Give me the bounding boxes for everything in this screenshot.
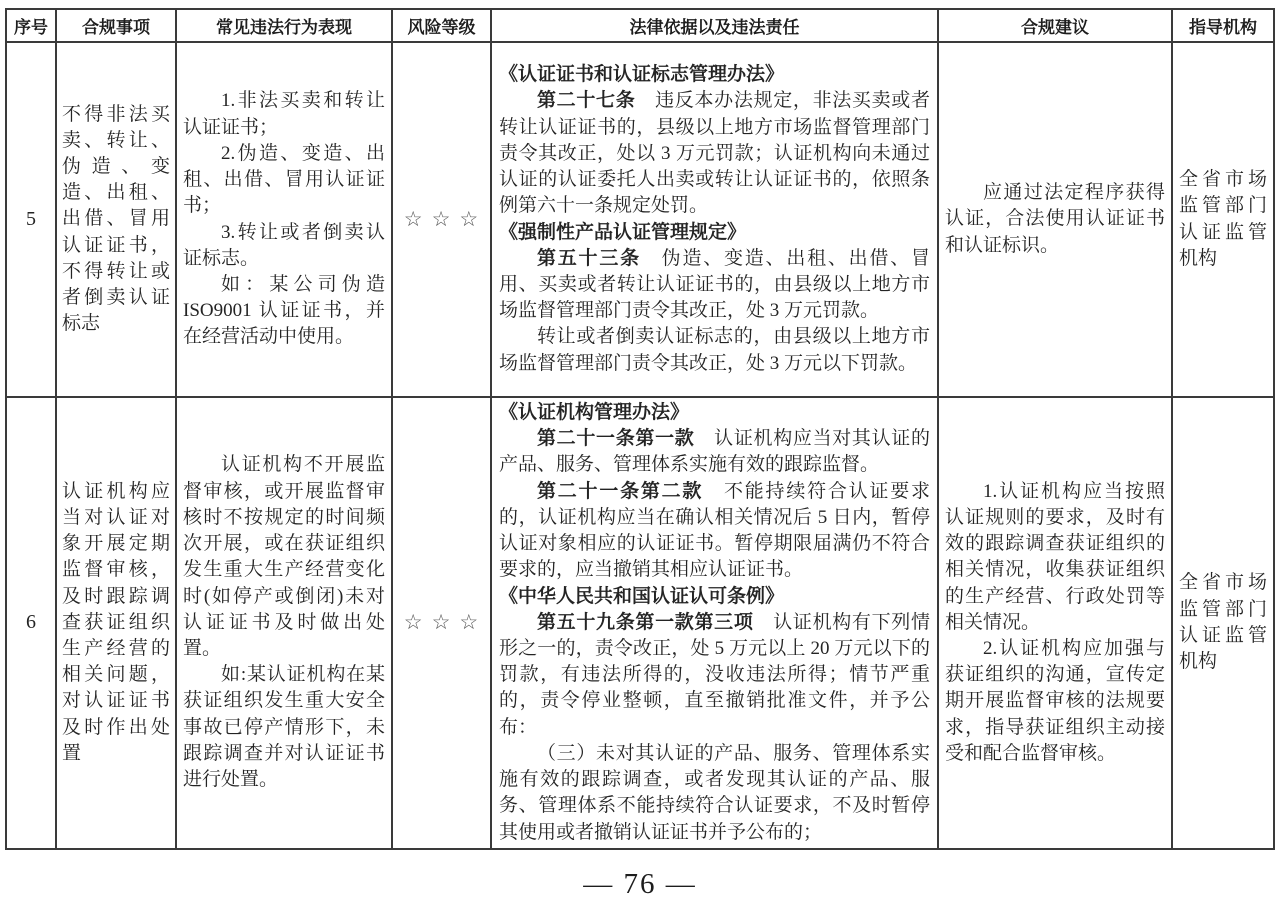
cell-serial-number: 6 (6, 397, 56, 849)
column-header-agency: 指导机构 (1172, 9, 1274, 42)
column-header-compliance-item: 合规事项 (56, 9, 176, 42)
paragraph: （三）未对其认证的产品、服务、管理体系实施有效的跟踪调查，或者发现其认证的产品、服务、管理体系不能持续符合认证要求，不及时暂停其使用或者撤销认证证书并予公布的； (499, 742, 930, 843)
paragraph: 第五十九条第一款第三项 认证机构有下列情形之一的，责令改正，处 5 万元以上 20 万元以下的罚款，有违法所得的，没收违法所得；情节严重的，责令停业整顿，直至撤销批准文件，并予公布： (499, 611, 930, 738)
paragraph: 如:某认证机构在某获证组织发生重大安全事故已停产情形下，未跟踪调查并对认证证书进行处置。 (183, 664, 385, 791)
page-number: — 76 — (583, 868, 697, 900)
paragraph: 第二十一条第二款 不能持续符合认证要求的，认证机构应当在确认相关情况后 5 日内，暂停认证对象相应的认证证书。暂停期限届满仍不符合要求的，应当撤销其相应认证证书。 (499, 480, 930, 581)
paragraph: 《强制性产品认证管理规定》 (499, 221, 747, 243)
column-header-legal-basis: 法律依据以及违法责任 (491, 9, 938, 42)
column-header-serial: 序号 (6, 9, 56, 42)
cell-serial-number: 5 (6, 42, 56, 397)
paragraph: 认证机构不开展监督审核，或开展监督审核时不按规定的时间频次开展，或在获证组织发生重大生产经营变化时(如停产或倒闭)未对认证证书及时做出处置。 (183, 454, 385, 659)
paragraph: 第二十一条第一款 认证机构应当对其认证的产品、服务、管理体系实施有效的跟踪监督。 (499, 428, 930, 476)
paragraph: 《认证机构管理办法》 (499, 402, 690, 423)
cell-suggestion (938, 42, 1172, 397)
cell-agency: 全省市场监管部门认证监管机构 (1172, 42, 1274, 397)
cell-agency: 全省市场监管部门认证监管机构 (1172, 397, 1274, 849)
cell-legal-basis (491, 42, 938, 397)
cell-suggestion (938, 397, 1172, 849)
paragraph: 2.认证机构应加强与获证组织的沟通，宣传定期开展监督审核的法规要求，指导获证组织主动接受和配合监督审核。 (945, 637, 1165, 764)
cell-compliance-item: 不得非法买卖、转让、伪造、变造、出租、出借、冒用认证证书，不得转让或者倒卖认证标志 (56, 42, 176, 397)
column-header-violation-behavior: 常见违法行为表现 (176, 9, 392, 42)
paragraph: 第五十三条 伪造、变造、出租、出借、冒用、买卖或者转让认证证书的，由县级以上地方市场监督管理部门责令其改正，处 3 万元罚款。 (499, 247, 930, 322)
paragraph: 2.伪造、变造、出租、出借、冒用认证证书； (183, 142, 385, 217)
cell-legal-basis (491, 397, 938, 849)
paragraph: 《中华人民共和国认证认可条例》 (499, 585, 785, 607)
table-row (6, 42, 1274, 397)
column-header-suggestion: 合规建议 (938, 9, 1172, 42)
paragraph: 3.转让或者倒卖认证标志。 (183, 221, 385, 269)
column-header-risk-level: 风险等级 (392, 9, 491, 42)
table-header-row (6, 9, 1274, 42)
paragraph: 1.认证机构应当按照认证规则的要求，及时有效的跟踪调查获证组织的相关情况，收集获证组织的生产经营、行政处罚等相关情况。 (945, 480, 1165, 633)
table-row (6, 397, 1274, 849)
compliance-table (5, 8, 1275, 850)
risk-stars: ☆☆☆ (392, 42, 491, 397)
cell-violation-behavior (176, 397, 392, 849)
risk-stars: ☆☆☆ (392, 397, 491, 849)
paragraph: 如：某公司伪造ISO9001 认证证书，并在经营活动中使用。 (183, 273, 385, 348)
paragraph: 第二十七条 违反本办法规定，非法买卖或者转让认证证书的，县级以上地方市场监督管理部门责令其改正，处以 3 万元罚款；认证机构向未通过认证的认证委托人出卖或转让认证证书的，依照条例第六十一条规定处罚。 (499, 90, 930, 217)
paragraph: 应通过法定程序获得认证，合法使用认证证书和认证标识。 (945, 182, 1165, 256)
cell-violation-behavior (176, 42, 392, 397)
paragraph: 1.非法买卖和转让认证证书； (183, 90, 385, 138)
cell-compliance-item: 认证机构应当对认证对象开展定期监督审核，及时跟踪调查获证组织生产经营的相关问题，对认证证书及时作出处置 (56, 397, 176, 849)
paragraph: 《认证证书和认证标志管理办法》 (499, 64, 785, 86)
paragraph: 转让或者倒卖认证标志的，由县级以上地方市场监督管理部门责令其改正，处 3 万元以下罚款。 (499, 326, 930, 374)
